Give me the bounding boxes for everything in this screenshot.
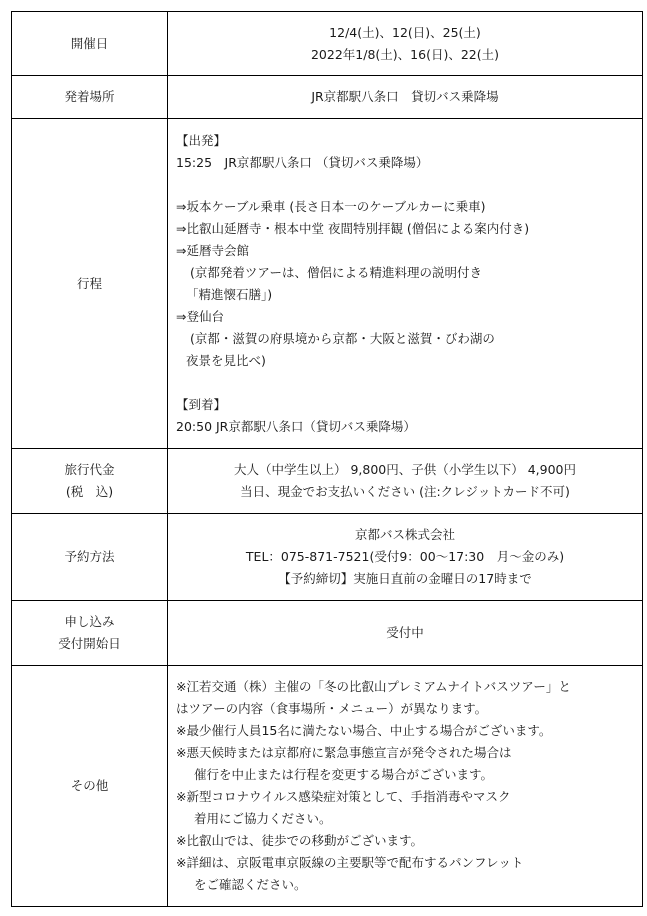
price-line: 大人（中学生以上） 9,800円、子供（小学生以下） 4,900円 (233, 462, 577, 477)
row-itinerary (12, 119, 643, 449)
itinerary-line (176, 372, 634, 394)
price-line: 当日、現金でお支払いください (注:クレジットカード不可) (240, 484, 570, 499)
label-other: その他 (12, 666, 168, 907)
itinerary-line: ⇒坂本ケーブル乗車 (長さ日本一のケーブルカーに乗車) (176, 198, 486, 214)
price-label-line: 旅行代金 (64, 462, 115, 477)
value-dates (168, 12, 643, 76)
note-line: 着用にご協力ください。 (194, 811, 332, 826)
label-reservation: 予約方法 (12, 514, 168, 601)
itinerary-line: ⇒登仙台 (176, 308, 224, 324)
row-reservation (12, 514, 643, 601)
itinerary-line: (京都・滋賀の府県境から京都・大阪と滋賀・びわ湖の (190, 330, 495, 346)
date-line: 2022年1/8(土)、16(日)、22(土) (310, 46, 499, 62)
label-dates: 開催日 (12, 12, 168, 76)
itinerary-line: 「精進懐石膳」) (186, 286, 273, 302)
itinerary-line: 夜景を見比べ) (186, 352, 266, 368)
price-label-line: (税 込) (65, 484, 114, 499)
row-venue (12, 76, 643, 119)
note-line: ※詳細は、京阪電車京阪線の主要駅等で配布するパンフレット (176, 855, 524, 870)
note-line: はツアーの内容（食事場所・メニュー）が異なります。 (176, 701, 488, 716)
itinerary-line: ⇒延暦寺会館 (176, 242, 249, 258)
label-venue: 発着場所 (12, 76, 168, 119)
label-price (12, 449, 168, 514)
value-itinerary (168, 119, 643, 449)
row-price (12, 449, 643, 514)
row-application (12, 601, 643, 666)
note-line: をご確認ください。 (194, 877, 307, 892)
itinerary-line: 【到着】 (176, 396, 227, 412)
row-dates (12, 12, 643, 76)
itinerary-line: ⇒比叡山延暦寺・根本中堂 夜間特別拝観 (僧侶による案内付き) (176, 220, 530, 236)
application-label-line: 申し込み (64, 614, 115, 629)
reservation-line: 京都バス株式会社 (354, 527, 455, 542)
value-venue: JR京都駅八条口 貸切バス乗降場 (168, 76, 643, 119)
note-line: 催行を中止または行程を変更する場合がございます。 (194, 767, 494, 782)
reservation-line: 【予約締切】実施日直前の金曜日の17時まで (278, 571, 532, 586)
date-line: 12/4(土)、12(日)、25(土) (329, 24, 481, 40)
itinerary-line: (京都発着ツアーは、僧侶による精進料理の説明付き (190, 264, 483, 280)
tour-info-table (11, 11, 643, 907)
reservation-line: TEL：075-871-7521(受付9：00〜17:30 月〜金のみ) (245, 549, 565, 564)
itinerary-line: 【出発】 (176, 132, 227, 148)
itinerary-line: 15:25 JR京都駅八条口 （貸切バス乗降場） (176, 154, 429, 170)
itinerary-line (176, 174, 634, 196)
note-line: ※新型コロナウイルス感染症対策として、手指消毒やマスク (176, 789, 511, 804)
value-reservation (168, 514, 643, 601)
value-price (168, 449, 643, 514)
application-label-line: 受付開始日 (58, 636, 121, 651)
row-other (12, 666, 643, 907)
value-application: 受付中 (168, 601, 643, 666)
itinerary-line: 20:50 JR京都駅八条口（貸切バス乗降場） (176, 418, 416, 434)
label-itinerary: 行程 (12, 119, 168, 449)
label-application (12, 601, 168, 666)
note-line: ※比叡山では、徒歩での移動がございます。 (176, 833, 423, 848)
note-line: ※悪天候時または京都府に緊急事態宣言が発令された場合は (176, 745, 512, 760)
value-other (168, 666, 643, 907)
note-line: ※江若交通（株）主催の「冬の比叡山プレミアムナイトバスツアー」と (176, 679, 571, 694)
note-line: ※最少催行人員15名に満たない場合、中止する場合がございます。 (176, 723, 552, 738)
